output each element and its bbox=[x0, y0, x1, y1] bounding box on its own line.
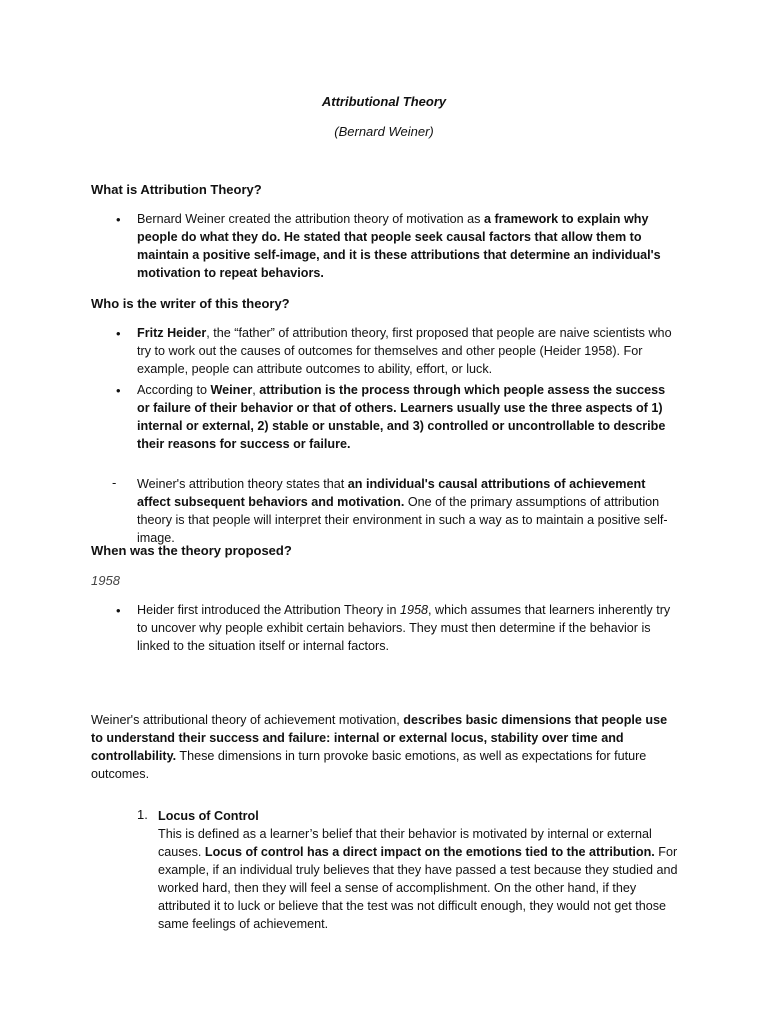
section-heading-what: What is Attribution Theory? bbox=[91, 182, 262, 197]
dash-paragraph: Weiner's attribution theory states that an individual's causal attributions of achievement affect subsequent behaviors and motivation. One of the primary assumptions of attribution theory is that people will interpret their environment in such a way as to maintain a positive self-image. bbox=[137, 477, 668, 545]
bullet-icon: • bbox=[116, 212, 121, 227]
dash-marker: - bbox=[112, 475, 117, 490]
body-paragraph: Weiner's attributional theory of achievement motivation, describes basic dimensions that people use to understand their success and failure: internal or external locus, stability over time and controllability. These dimensions in turn provoke basic emotions, as well as expectations for future outcomes. bbox=[91, 713, 668, 781]
document-subtitle: (Bernard Weiner) bbox=[334, 124, 434, 139]
bullet-icon: • bbox=[116, 326, 121, 341]
bullet-paragraph: Fritz Heider, the “father” of attribution theory, first proposed that people are naive scientists who try to work out the causes of outcomes for themselves and other people (Heider 1958). For example, people can attribute outcomes to ability, effort, or luck. bbox=[137, 326, 672, 376]
section-heading-who: Who is the writer of this theory? bbox=[91, 296, 290, 311]
bullet-icon: • bbox=[116, 603, 121, 618]
year-text: 1958 bbox=[91, 573, 120, 588]
section-heading-when: When was the theory proposed? bbox=[91, 543, 292, 558]
document-title: Attributional Theory bbox=[321, 94, 447, 109]
list-number: 1. bbox=[137, 807, 148, 822]
bullet-paragraph: Bernard Weiner created the attribution theory of motivation as a framework to explain why people do what they do. He stated that people seek causal factors that allow them to maintain a positive self-image, and it is these attributions that determine an individual's motivation to repeat behaviors. bbox=[137, 212, 661, 280]
bullet-paragraph: Heider first introduced the Attribution Theory in 1958, which assumes that learners inherently try to uncover why people exhibit certain behaviors. They must then determine if the behavior is linked to the situation itself or internal factors. bbox=[137, 603, 671, 653]
bullet-paragraph: According to Weiner, attribution is the process through which people assess the success or failure of their behavior or that of others. Learners usually use the three aspects of 1) internal or external, 2) stable or unstable, and 3) controlled or uncontrollable to describe their reasons for success or failure. bbox=[137, 383, 666, 451]
bullet-icon: • bbox=[116, 383, 121, 398]
numbered-list-item: Locus of Control This is defined as a learner’s belief that their behavior is motivated by internal or external causes. Locus of control has a direct impact on the emotions tied to the attribution. For example, if an individual truly believes that they have passed a test because they studied and worked hard, then they will feel a sense of accomplishment. On the other hand, if they attributed it to luck or believe that the test was not difficult enough, they would not get those same feelings of achievement. bbox=[158, 809, 678, 931]
